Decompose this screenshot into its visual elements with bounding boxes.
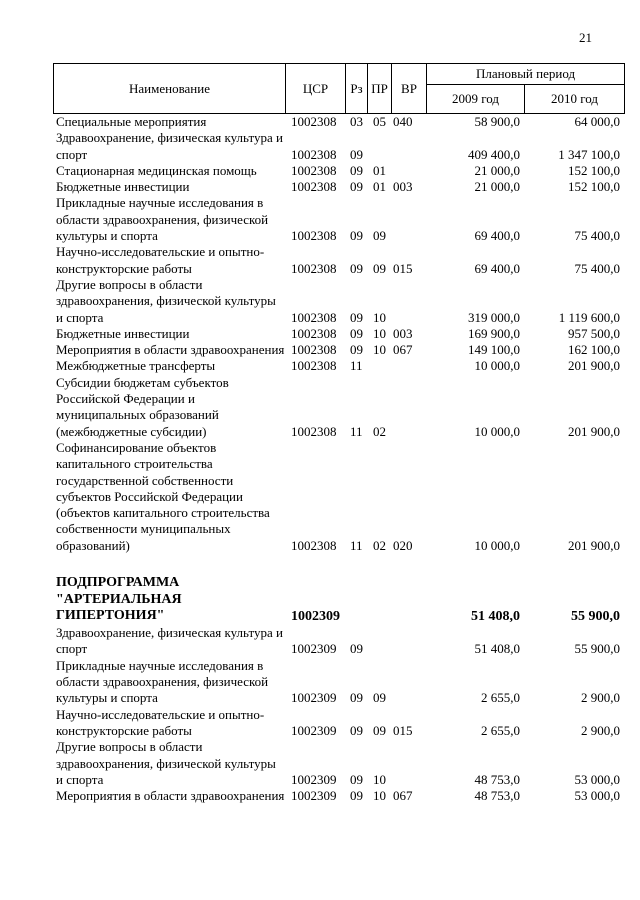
row-rz <box>345 575 367 625</box>
row-2010: 162 100,0 <box>568 342 620 358</box>
row-rz: 09 <box>350 641 363 657</box>
row-rz: 09 <box>350 228 363 244</box>
row-name: Другие вопросы в области здравоохранения, физической культуры и спорта <box>56 276 276 325</box>
row-2010: 152 100,0 <box>568 179 620 195</box>
row-vr: 003 <box>393 325 413 341</box>
table-row <box>53 625 624 658</box>
header-rz: Рз <box>346 64 368 114</box>
row-vr: 003 <box>393 179 413 195</box>
row-rz: 09 <box>350 690 363 706</box>
row-vr: 067 <box>393 788 413 804</box>
row-rz: 11 <box>350 358 363 374</box>
row-name: Софинансирование объектов капитального строительства государственной собственности субъектов Российской Федерации (объектов капитального строительства собственности муниципальных образований) <box>56 439 270 553</box>
table-row <box>53 575 624 625</box>
row-name: Здравоохранение, физическая культура и спорт <box>56 130 283 162</box>
row-pr: 05 <box>373 114 386 129</box>
row-2009: 48 753,0 <box>474 788 520 804</box>
row-name: Прикладные научные исследования в области здравоохранения, физической культуры и спорта <box>56 195 269 244</box>
row-name: Специальные мероприятия <box>56 114 207 129</box>
row-2009: 51 408,0 <box>471 608 520 624</box>
row-2010: 55 900,0 <box>574 641 620 657</box>
row-pr: 10 <box>373 771 386 787</box>
table-row <box>53 163 624 179</box>
row-csr: 1002308 <box>291 309 337 325</box>
row-pr: 09 <box>373 260 386 276</box>
table-row <box>53 114 624 130</box>
row-2009: 69 400,0 <box>474 228 520 244</box>
row-csr: 1002309 <box>291 771 337 787</box>
row-name: Мероприятия в области здравоохранения <box>56 342 285 358</box>
table-row <box>53 342 624 358</box>
row-2009: 21 000,0 <box>474 162 520 178</box>
row-2009: 319 000,0 <box>468 309 520 325</box>
table-row <box>53 326 624 342</box>
row-2010: 201 900,0 <box>568 537 620 553</box>
row-vr <box>391 130 426 163</box>
row-2009: 10 000,0 <box>474 358 520 374</box>
row-vr: 015 <box>393 260 413 276</box>
row-2009: 2 655,0 <box>481 722 520 738</box>
row-2010: 1 347 100,0 <box>558 146 620 162</box>
row-name: Бюджетные инвестиции <box>56 179 190 195</box>
row-csr: 1002308 <box>291 423 337 439</box>
row-pr: 10 <box>373 309 386 325</box>
row-2010: 152 100,0 <box>568 162 620 178</box>
header-csr: ЦСР <box>286 64 346 114</box>
table-row <box>53 358 624 374</box>
row-2009: 149 100,0 <box>468 342 520 358</box>
row-rz: 09 <box>350 325 363 341</box>
row-csr: 1002309 <box>291 641 337 657</box>
row-2009: 10 000,0 <box>474 537 520 553</box>
row-2009: 10 000,0 <box>474 423 520 439</box>
row-vr: 020 <box>393 537 413 553</box>
row-csr: 1002308 <box>291 358 337 374</box>
table-row <box>53 707 624 740</box>
row-vr <box>391 658 426 707</box>
row-2009: 409 400,0 <box>468 146 520 162</box>
row-2010: 2 900,0 <box>581 690 620 706</box>
row-name: Мероприятия в области здравоохранения <box>56 788 285 804</box>
row-vr <box>391 277 426 326</box>
table-row <box>53 277 624 326</box>
row-csr: 1002308 <box>291 537 337 553</box>
table-row <box>53 658 624 707</box>
row-spacer <box>53 554 624 575</box>
row-pr <box>367 130 391 163</box>
row-2010: 75 400,0 <box>574 228 620 244</box>
row-csr: 1002308 <box>291 162 337 178</box>
row-2010: 201 900,0 <box>568 358 620 374</box>
row-2009: 169 900,0 <box>468 325 520 341</box>
table-row <box>53 195 624 244</box>
table-row <box>53 739 624 788</box>
row-2009: 2 655,0 <box>481 690 520 706</box>
table-row <box>53 244 624 277</box>
row-csr: 1002309 <box>291 690 337 706</box>
header-year-2009: 2009 год <box>427 85 525 114</box>
row-2010: 53 000,0 <box>574 788 620 804</box>
row-name: ПОДПРОГРАММА "АРТЕРИАЛЬНАЯ ГИПЕРТОНИЯ" <box>56 575 182 624</box>
page-number: 21 <box>579 30 592 45</box>
header-name: Наименование <box>54 64 286 114</box>
row-2010: 55 900,0 <box>571 608 620 624</box>
table-row <box>53 375 624 440</box>
row-2010: 1 119 600,0 <box>558 309 620 325</box>
row-pr: 09 <box>373 228 386 244</box>
row-csr: 1002308 <box>291 260 337 276</box>
row-name: Субсидии бюджетам субъектов Российской Федерации и муниципальных образований (межбюджетные субсидии) <box>56 374 229 439</box>
row-pr <box>367 358 391 374</box>
row-2010: 53 000,0 <box>574 771 620 787</box>
header-planned-period: Плановый период <box>427 64 625 85</box>
row-name: Научно-исследовательские и опытно-конструкторские работы <box>56 706 265 738</box>
row-2010: 957 500,0 <box>568 325 620 341</box>
row-pr <box>367 625 391 658</box>
row-rz: 09 <box>350 788 363 804</box>
table-header <box>53 63 625 114</box>
row-name: Прикладные научные исследования в области здравоохранения, физической культуры и спорта <box>56 657 269 706</box>
row-pr: 09 <box>373 722 386 738</box>
row-vr <box>391 375 426 440</box>
header-year-2010: 2010 год <box>525 85 625 114</box>
row-vr <box>391 739 426 788</box>
row-2010: 75 400,0 <box>574 260 620 276</box>
row-vr: 015 <box>393 722 413 738</box>
budget-table <box>53 114 624 804</box>
row-2009: 51 408,0 <box>474 641 520 657</box>
row-name: Другие вопросы в области здравоохранения, физической культуры и спорта <box>56 739 276 787</box>
row-pr <box>367 575 391 625</box>
row-csr: 1002308 <box>291 114 337 129</box>
row-csr: 1002308 <box>291 179 337 195</box>
row-name: Научно-исследовательские и опытно-конструкторские работы <box>56 244 265 276</box>
header-pr: ПР <box>368 64 392 114</box>
table-row <box>53 788 624 804</box>
row-pr: 10 <box>373 788 386 804</box>
row-csr: 1002309 <box>291 722 337 738</box>
row-rz: 09 <box>350 260 363 276</box>
row-pr: 01 <box>373 179 386 195</box>
row-name: Здравоохранение, физическая культура и спорт <box>56 625 283 657</box>
row-csr: 1002309 <box>291 608 340 624</box>
row-csr: 1002308 <box>291 342 337 358</box>
row-csr: 1002308 <box>291 325 337 341</box>
row-vr: 067 <box>393 342 413 358</box>
row-2010: 64 000,0 <box>574 114 620 129</box>
row-pr: 10 <box>373 342 386 358</box>
row-pr: 10 <box>373 325 386 341</box>
row-pr: 01 <box>373 162 386 178</box>
row-vr: 040 <box>393 114 413 129</box>
row-vr <box>391 625 426 658</box>
row-rz: 09 <box>350 146 363 162</box>
table-row <box>53 179 624 195</box>
header-vr: ВР <box>392 64 427 114</box>
row-vr <box>391 195 426 244</box>
spacer-cell <box>53 554 624 575</box>
row-rz: 09 <box>350 771 363 787</box>
row-pr: 09 <box>373 690 386 706</box>
row-name: Межбюджетные трансферты <box>56 358 216 374</box>
table-row <box>53 130 624 163</box>
row-vr <box>391 358 426 374</box>
row-pr: 02 <box>373 423 386 439</box>
row-2010: 2 900,0 <box>581 722 620 738</box>
row-csr: 1002308 <box>291 228 337 244</box>
row-vr <box>391 575 426 625</box>
row-2009: 69 400,0 <box>474 260 520 276</box>
row-name: Стационарная медицинская помощь <box>56 162 257 178</box>
row-2009: 21 000,0 <box>474 179 520 195</box>
row-2010: 201 900,0 <box>568 423 620 439</box>
row-rz: 11 <box>350 537 363 553</box>
row-rz: 09 <box>350 722 363 738</box>
row-2009: 48 753,0 <box>474 771 520 787</box>
table-row <box>53 440 624 554</box>
row-csr: 1002309 <box>291 788 337 804</box>
row-rz: 09 <box>350 179 363 195</box>
row-rz: 11 <box>350 423 363 439</box>
row-vr <box>391 163 426 179</box>
row-csr: 1002308 <box>291 146 337 162</box>
row-pr: 02 <box>373 537 386 553</box>
row-rz: 03 <box>350 114 363 129</box>
row-2009: 58 900,0 <box>474 114 520 129</box>
row-rz: 09 <box>350 309 363 325</box>
row-name: Бюджетные инвестиции <box>56 325 190 341</box>
row-rz: 09 <box>350 162 363 178</box>
row-rz: 09 <box>350 342 363 358</box>
